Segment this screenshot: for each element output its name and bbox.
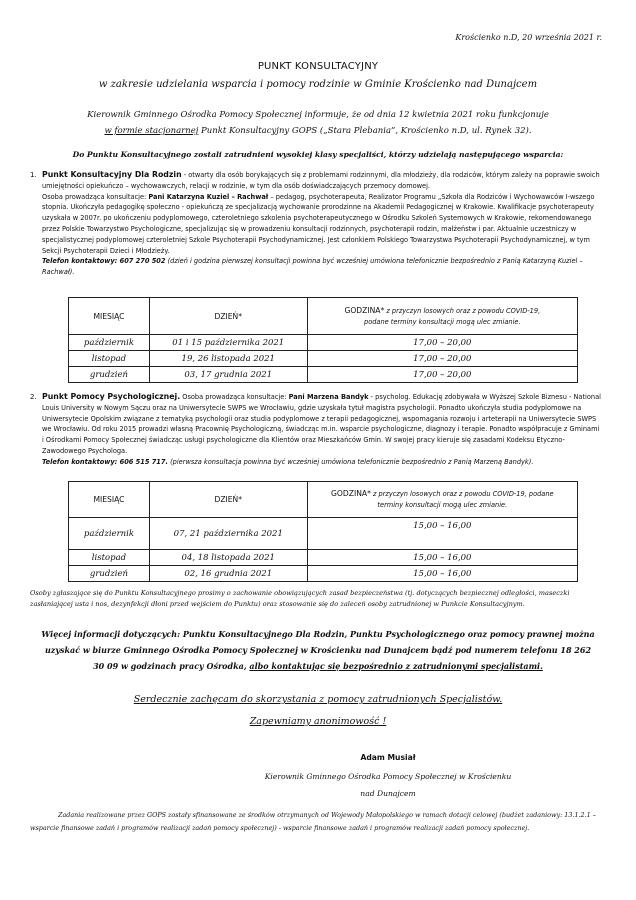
cell-hour: 15,00 – 16,00 [307,550,577,566]
cell-day: 02, 16 grudnia 2021 [149,566,307,582]
schedule-table-psychological [68,481,578,582]
col-hour-header [307,482,577,518]
cell-day: 03, 17 grudnia 2021 [149,367,307,383]
cell-day: 19, 26 listopada 2021 [149,351,307,367]
section-1-desc: - otwarty dla osób borykających się z problemami rodzinnymi, dla młodzieży, dla rodziców, którym zależy na poprawie swoich umiejętności opiekuńczo – wychowawczych, relacji w rodzinie, w tym dla osób doświadczających przemocy domowej. [42,171,600,190]
cell-day: 01 i 15 października 2021 [149,335,307,351]
closing-encouragement: Serdecznie zachęcam do skorzystania z pomocy zatrudnionych Specjalistów. [133,694,503,705]
intro-line-1: Kierownik Gminnego Ośrodka Pomocy Społecznej informuje, że od dnia 12 kwietnia 2021 roku funkcjonuje [87,110,549,120]
section-2-leader-prefix: Osoba prowadząca konsultacje: [180,393,289,401]
section-2-phone: Telefon kontaktowy: 606 515 717. [42,457,168,466]
col-day-header: DZIEŃ* [149,298,307,335]
col-month-header: MIESIĄC [69,482,150,518]
section-family-consultation [30,170,602,278]
funding-footnote: Zadania realizowane przez GOPS zostały sfinansowane ze środków otrzymanych od Wojewody Małopolskiego w ramach dotacji celowej (budżet zadaniowy: 13.1.2.1 – wsparcie finansowe zadań i programów realizacji zadań pomocy społecznej) - wsparcie finansowe zadań i programów realizacji zadań pomocy społecznej. [30,811,596,832]
covid-notice-normal: Osoby zgłaszające się do Punktu Konsultacyjnego prosimy o zachowanie obowiązujących zasad bezpieczeństwa [30,589,405,597]
col-hour-label: GODZINA* [331,489,371,498]
section-2-phone-note: (pierwsza konsultacja powinna być wcześniej umówiona telefonicznie bezpośrednio z Panią Marzeną Bandyk). [168,457,534,466]
section-1-heading: Punkt Konsultacyjny Dla Rodzin [42,170,182,179]
col-hour-note-2: podane terminy konsultacji mogą ulec zmianie. [364,317,521,326]
cell-month: październik [69,335,150,351]
table-header-row [69,298,578,335]
col-hour-label: GODZINA* [344,305,385,315]
section-2-leader-name: Pani Marzena Bandyk [288,393,369,401]
col-day-header: DZIEŃ* [149,482,307,518]
covid-notice-italic: (tj. dotyczących bezpiecznej odległości, maseczki zasłaniającej usta i nos, dezynfekcji dłoni przed wejściem do Punktu) [30,589,570,608]
cell-hour: 17,00 – 20,00 [307,351,577,367]
cell-hour: 17,00 – 20,00 [307,335,577,351]
col-hour-note-2: terminy konsultacji mogą ulec zmianie. [377,501,508,509]
section-1-leader-prefix: Osoba prowadząca konsultacje: [42,192,149,201]
section-1-number: 1. [30,171,37,179]
cell-day: 04, 18 listopada 2021 [149,550,307,566]
table-row [69,335,578,351]
cell-hour: 15,00 – 16,00 [307,518,577,550]
table-row [69,518,578,550]
table-row [69,566,578,582]
cell-month: listopad [69,550,150,566]
section-psychological-help [30,392,602,468]
section-1-leader-name: Pani Katarzyna Kuziel – Rachwał [148,192,269,201]
col-hour-note: z przyczyn losowych oraz z powodu COVID-19, podane [370,490,554,498]
section-1-phone: Telefon kontaktowy: 607 270 502 [42,257,166,266]
schedule-table-family [68,297,578,383]
cell-month: listopad [69,351,150,367]
col-hour-note: z przyczyn losowych oraz z powodu COVID-19, [384,306,541,315]
table-header-row [69,482,578,518]
section-2-heading: Punkt Pomocy Psychologicznej. [42,392,181,401]
intro-underlined: w formie stacjonarnej [104,126,199,136]
intro-bold: Do Punktu Konsultacyjnego zostali zatrudnieni wysokiej klasy specjaliści, którzy udzielają następującego wsparcia: [72,150,564,159]
intro-line-2-rest: Punkt Konsultacyjny GOPS („Stara Plebania”, Krościenko n.D, ul. Rynek 32). [198,126,532,136]
table-row [69,351,578,367]
cell-hour: 17,00 – 20,00 [307,367,577,383]
signature-name: Adam Musiał [360,753,416,762]
cell-month: październik [69,518,150,550]
section-2-number: 2. [30,393,37,401]
covid-notice-rest: oraz stosowanie się do zaleceń osoby zatrudnionej w Punkcie Konsultacyjnym. [260,600,525,608]
col-hour-header [307,298,577,335]
document-subtitle: w zakresie udzielania wsparcia i pomocy rodzinie w Gminie Krościenko nad Dunajcem [98,79,538,90]
intro-line-2 [40,123,596,139]
cell-month: grudzień [69,566,150,582]
table-row [69,367,578,383]
covid-notice [30,588,606,610]
document-title: PUNKT KONSULTACYJNY [257,61,379,72]
more-info-underlined: albo kontaktując się bezpośrednio z zatrudnionymi specjalistami. [249,661,543,671]
more-info-text: Więcej informacji dotyczących: Punktu Konsultacyjnego Dla Rodzin, Punktu Psychologicznego oraz pomocy prawnej można uzyskać w biurze Gminnego Ośrodka Pomocy Społecznej w Krościenku nad Dunajcem bądź pod numerem telefonu 18 262 30 09 w godzinach pracy Ośrodka, [41,629,595,671]
section-2-bio: - psycholog. Edukację zdobywała w Wyższej Szkole Biznesu - National Louis University w Nowym Sączu oraz na Uniwersytecie SWPS we Wrocławiu, gdzie uzyskała tytuł magistra psychologii. Ponadto ukończyła studia podyplomowe na Uniwersytecie Opolskim związane z tematyką psychologii oraz studia podyplomowe z terapii pedagogicznej, wspomagania rozwoju i arteterapii na Uniwersytecie SWPS we Wrocławiu. Od roku 2015 prowadzi własną Pracownię Psychologiczną, świadcząc m.in. wsparcie psychologiczne, diagnozy i terapie. Ponadto współpracuje z Gminami i Ośrodkami Pomocy Społecznej świadcząc usługi psychologiczne dla Klientów oraz Mieszkańców Gmin. W swojej pracy kieruje się zasadami Kodeksu Etyczno- Zawodowego Psychologa. [42,393,601,455]
cell-month: grudzień [69,367,150,383]
section-1-bio: – pedagog, psychoterapeuta, Realizator Programu „Szkoła dla Rodziców i Wychowawców I-wszego stopnia. Ukończyła pedagogikę społeczno - opiekuńczą ze specjalizacją wychowanie prorodzinne na Akademii Pedagogicznej w Krakowie. Kwalifikacje psychoterapeuty uzyskała w 2007r. po ukończeniu podyplomowego, czteroletniego szkolenia psychoterapeutycznego w Ośrodku Szkoleń Systemowych w Krakowie, rekomendowanego przez Polskie Towarzystwo Psychologiczne, specjalizując się w prowadzeniu konsultacji rodzinnych, psychoterapii rodzin, małżeństw i par. Aktualnie uczestniczy w specjalistycznej podyplomowej czteroletniej Szkole Psychoterapii Psychodynamicznej. Jest członkiem Polskiego Towarzystwa Psychoterapii Psychodynamicznej, w tym Sekcji Psychoterapii Dzieci i Młodzieży. [42,192,595,255]
signature-role-2: nad Dunajcem [360,789,416,798]
cell-hour: 15,00 – 16,00 [307,566,577,582]
col-month-header: MIESIĄC [69,298,150,335]
cell-day: 07, 21 października 2021 [149,518,307,550]
document-date: Krościenko n.D, 20 września 2021 r. [455,33,602,42]
signature-role-1: Kierownik Gminnego Ośrodka Pomocy Społecznej w Krościenku [264,772,512,781]
more-info [40,626,596,674]
closing-anonymity: Zapewniamy anonimowość ! [249,716,387,727]
table-row [69,550,578,566]
section-1-phone-note: (dzień i godzina pierwszej konsultacji powinna być wcześniej umówiona telefonicznie bezpośrednio z Panią Katarzyną Kuziel – Rachwał). [42,257,583,277]
